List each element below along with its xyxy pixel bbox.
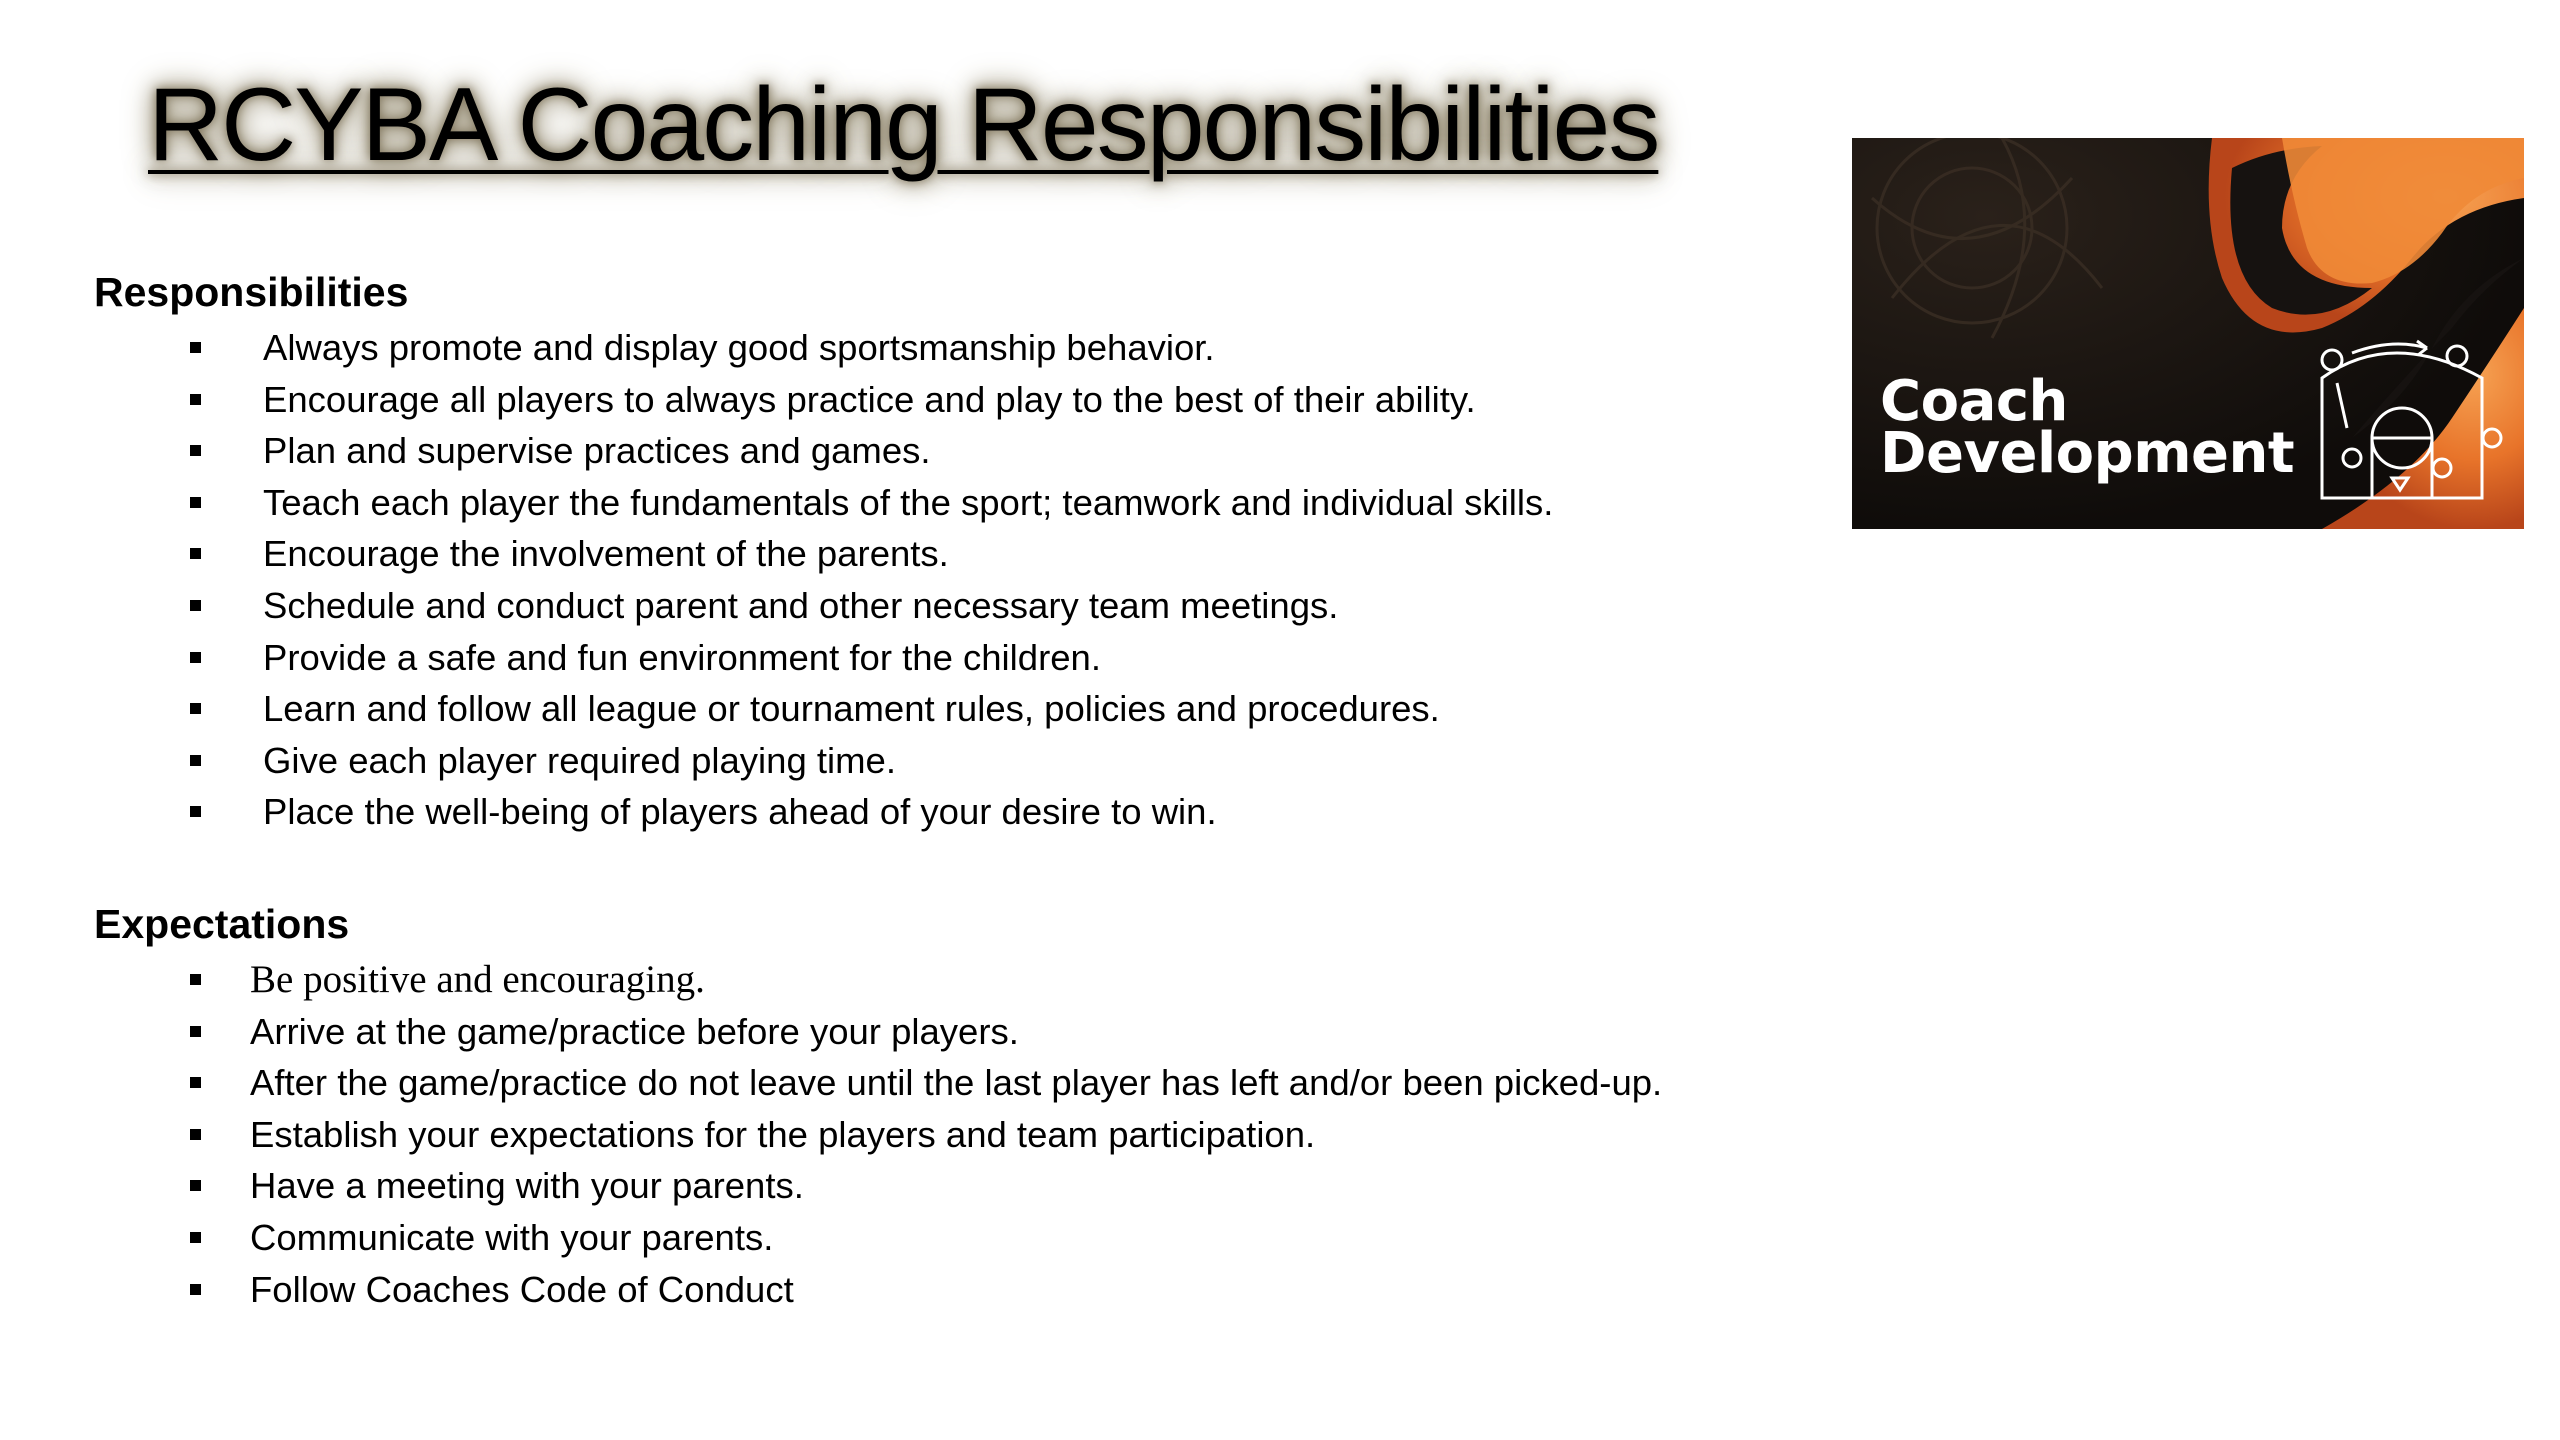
square-bullet-icon	[190, 600, 201, 611]
square-bullet-icon	[190, 445, 201, 456]
square-bullet-icon	[190, 1232, 201, 1243]
coach-development-logo	[1852, 138, 2524, 529]
square-bullet-icon	[190, 1026, 201, 1037]
square-bullet-icon	[190, 1077, 201, 1088]
square-bullet-icon	[190, 755, 201, 766]
square-bullet-icon	[190, 394, 201, 405]
logo-line-coach: Coach	[1880, 369, 2068, 434]
square-bullet-icon	[190, 1180, 201, 1191]
square-bullet-icon	[190, 703, 201, 714]
square-bullet-icon	[190, 1129, 201, 1140]
square-bullet-icon	[190, 974, 201, 985]
square-bullet-icon	[190, 1284, 201, 1295]
square-bullet-icon	[190, 548, 201, 559]
responsibilities-heading: Responsibilities	[94, 269, 409, 315]
square-bullet-icon	[190, 342, 201, 353]
slide: RCYBA Coaching Responsibilities Responsibilities Always promote and display good sportsmanship behavior. Encourage all players to always practice and play to the best of their ability. Plan and supervise practices and games. Teach each player the fundamentals of the sport; teamwork and individual skills. Encourage the involvement of the parents. Schedule and conduct parent and other necessary team meetings. Provide a safe and fun environment for the children. Learn and follow all league or tournament rules, policies and procedures. Give each player required playing time. Place the well-being of players ahead of your desire to win. Expectations Be positive and encouraging. Arrive at the game/practice before your players. After the game/practice do not leave until the last player has left and/or been picked-up. Establish your expectations for the players and team participation. Have a meeting with your parents. Communicate with your parents. Follow Coaches Code of Conduct Coach Development	[0, 0, 2560, 1440]
square-bullet-icon	[190, 806, 201, 817]
square-bullet-icon	[190, 652, 201, 663]
slide-title: RCYBA Coaching Responsibilities	[148, 67, 1659, 183]
expectations-heading: Expectations	[94, 901, 350, 947]
square-bullet-icon	[190, 497, 201, 508]
logo-line-development: Development	[1880, 421, 2295, 486]
logo-text	[1880, 369, 2295, 486]
